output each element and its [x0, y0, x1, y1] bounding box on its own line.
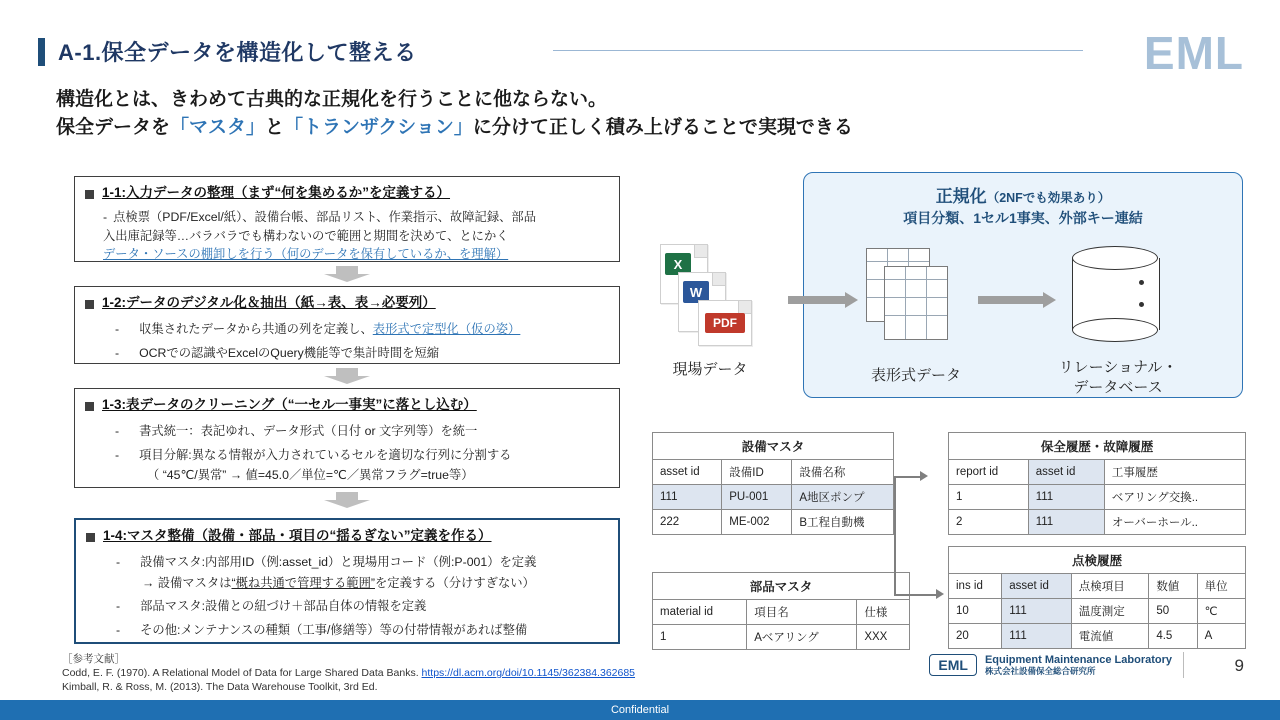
- pdf-tag: PDF: [705, 313, 745, 333]
- cell-equip-id: PU-001: [722, 485, 792, 510]
- lead-line2-transaction: 「トランザクション」: [284, 116, 473, 138]
- cell-value: 50: [1149, 599, 1197, 624]
- table-maintenance-history: [948, 432, 1246, 535]
- table-card-front: [884, 266, 948, 340]
- dash-marker: -: [115, 424, 120, 439]
- step-1-1-text-3: データ・ソースの棚卸しを行う（何のデータを保有しているか、を理解）: [103, 247, 509, 262]
- cell-ins-id: 20: [949, 624, 1002, 649]
- ref-1-text: Codd, E. F. (1970). A Relational Model of Data for Large Shared Data Banks.: [62, 667, 422, 680]
- step-box-1-4: [74, 518, 620, 644]
- step-box-1-1: [74, 176, 620, 262]
- part-master-caption: 部品マスタ: [653, 573, 910, 600]
- inspection-history-caption: 点検履歴: [949, 547, 1246, 574]
- cell-equip-id: ME-002: [722, 510, 792, 535]
- col-item-name: 項目名: [747, 600, 857, 625]
- step-1-2-text-1: 収集されたデータから共通の列を定義し、表形式で定型化（仮の姿）: [139, 322, 521, 337]
- step-1-1-line-2: [103, 227, 607, 245]
- step-1-4-head: [76, 520, 618, 547]
- footer-logo-line2: 株式会社設備保全総合研究所: [984, 665, 1096, 676]
- cell-asset-id: 111: [653, 485, 722, 510]
- confidential-label: Confidential: [610, 704, 670, 716]
- lead-line-2: [56, 114, 853, 142]
- step-1-2-line-2: [115, 344, 607, 362]
- col-equip-name: 設備名称: [792, 460, 894, 485]
- pdf-file-icon: [698, 300, 752, 346]
- cell-spec: XXX: [857, 625, 910, 650]
- cell-work-history: ベアリング交換..: [1104, 485, 1245, 510]
- ref-1-link[interactable]: https://dl.acm.org/doi/10.1145/362384.362685: [421, 667, 636, 680]
- callout-title-main: 正規化: [935, 187, 987, 206]
- cell-inspection-item: 電流値: [1071, 624, 1149, 649]
- callout-title: [803, 182, 1243, 207]
- cell-work-history: オーバーホール..: [1104, 510, 1245, 535]
- lead-line2-master: 「マスタ」: [170, 116, 266, 138]
- step-box-1-2: [74, 286, 620, 364]
- caption-field-data: 現場データ: [672, 361, 748, 378]
- col-material-id: material id: [653, 600, 747, 625]
- step-1-3-line-1: [115, 422, 607, 440]
- cell-ins-id: 10: [949, 599, 1002, 624]
- cell-value: 4.5: [1149, 624, 1197, 649]
- step-1-3-text-3: （ “45℃/異常” → 値=45.0／単位=℃／異常フラグ=true等）: [147, 468, 474, 483]
- confidential-bar: [0, 700, 1280, 720]
- col-asset-id: asset id: [1028, 460, 1104, 485]
- arrow-table-to-db: [978, 292, 1056, 308]
- table-row: [949, 624, 1246, 649]
- cell-item-name: Aベアリング: [747, 625, 857, 650]
- cell-asset-id: 111: [1028, 485, 1104, 510]
- step-1-1-body: [75, 204, 619, 271]
- lead-text: [56, 86, 853, 141]
- equipment-master-caption: 設備マスタ: [653, 433, 894, 460]
- table-row: [653, 510, 894, 535]
- step-1-1-line-3: [103, 245, 607, 263]
- step-1-4-text-1: 設備マスタ:内部用ID（例:asset_id）と現場用コード（例:P-001）を定義: [140, 555, 537, 570]
- step-1-4-text-3: 部品マスタ:設備との紐づけ＋部品自体の情報を定義: [140, 599, 427, 614]
- step-1-3-body: [75, 416, 619, 492]
- step-box-1-3: [74, 388, 620, 488]
- relation-arrow-inspection: [894, 478, 950, 608]
- callout-subtitle: 項目分類、1セル1事実、外部キー連結: [903, 210, 1143, 226]
- database-icon: [1072, 246, 1158, 342]
- step-1-4-line-2: [116, 574, 606, 592]
- ref-2: Kimball, R. & Ross, M. (2013). The Data Warehouse Toolkit, 3rd Ed.: [62, 681, 378, 694]
- col-spec: 仕様: [857, 600, 910, 625]
- cell-report-id: 2: [949, 510, 1029, 535]
- step-1-2-title: 1-2:データのデジタル化＆抽出（紙→表、表→必要列）: [102, 295, 436, 310]
- caption-rdb: [1038, 358, 1198, 399]
- step-1-4-title: 1-4:マスタ整備（設備・部品・項目の“揺るぎない”定義を作る）: [103, 528, 492, 543]
- step-1-2-highlight: 表形式で定型化（仮の姿）: [372, 322, 521, 337]
- step-1-3-text-1: 書式統一：表記ゆれ、データ形式（日付 or 文字列等）を統一: [139, 424, 478, 439]
- bullet-square-icon: [85, 402, 94, 411]
- col-work-history: 工事履歴: [1104, 460, 1245, 485]
- bullet-square-icon: [85, 190, 94, 199]
- cell-unit: A: [1197, 624, 1245, 649]
- cell-asset-id: 111: [1028, 510, 1104, 535]
- col-equip-id: 設備ID: [722, 460, 792, 485]
- page-title: A-1.保全データを構造化して整える: [58, 40, 417, 65]
- col-inspection-item: 点検項目: [1071, 574, 1149, 599]
- table-equipment-master: [652, 432, 894, 535]
- caption-rdb-line1: リレーショナル・: [1058, 359, 1178, 376]
- dash-marker: -: [115, 345, 120, 360]
- ref-1: [62, 666, 635, 680]
- step-1-4-text-4: その他:メンテナンスの種類（工事/修繕等）等の付帯情報があれば整備: [140, 622, 528, 637]
- page-number: 9: [1234, 656, 1244, 675]
- cell-material-id: 1: [653, 625, 747, 650]
- step-1-1-title: 1-1:入力データの整理（まず“何を集めるか”を定義する）: [102, 185, 451, 200]
- dash-marker: -: [103, 210, 108, 225]
- lead-line-1: 構造化とは、きわめて古典的な正規化を行うことに他ならない。: [56, 89, 608, 110]
- flow-arrow-3: [324, 492, 370, 507]
- col-report-id: report id: [949, 460, 1029, 485]
- col-asset-id: asset id: [1002, 574, 1072, 599]
- step-1-4-line-3: [116, 597, 606, 615]
- step-1-3-line-2: [115, 446, 607, 464]
- lead-line2-c: と: [265, 116, 285, 138]
- title-accent-bar: [38, 38, 45, 66]
- bullet-square-icon: [85, 300, 94, 309]
- step-1-4-body: [76, 547, 618, 647]
- dash-marker: -: [116, 555, 121, 570]
- step-1-4-line-1: [116, 553, 606, 571]
- flow-arrow-1: [324, 266, 370, 281]
- col-ins-id: ins id: [949, 574, 1002, 599]
- table-row: [949, 599, 1246, 624]
- arrow-field-to-table: [788, 292, 858, 308]
- callout-title-sub: （2NFでも効果あり）: [986, 191, 1111, 205]
- table-row: [949, 510, 1246, 535]
- step-1-1-head: [75, 177, 619, 204]
- table-inspection-history: [948, 546, 1246, 649]
- dash-marker: -: [115, 447, 120, 462]
- excel-tag: X: [665, 253, 691, 275]
- cell-inspection-item: 温度測定: [1071, 599, 1149, 624]
- flow-arrow-2: [324, 368, 370, 383]
- caption-tabular-data: 表形式データ: [870, 367, 961, 384]
- step-1-2-line-1: [115, 320, 607, 338]
- step-1-2-head: [75, 287, 619, 314]
- step-1-2-text-2: OCRでの認識やExcelのQuery機能等で集計時間を短縮: [139, 345, 440, 360]
- table-part-master: [652, 572, 910, 650]
- table-row: [949, 485, 1246, 510]
- step-1-1-text-1: 点検票（PDF/Excel/紙）、設備台帳、部品リスト、作業指示、故障記録、部品: [113, 210, 537, 225]
- step-1-1-text-2: 入出庫記録等…バラバラでも構わないので範囲と期間を決めて、とにかく: [103, 228, 509, 243]
- step-1-2-body: [75, 314, 619, 370]
- cell-unit: ℃: [1197, 599, 1245, 624]
- step-1-3-title: 1-3:表データのクリーニング（“一セル一事実”に落とし込む）: [102, 397, 477, 412]
- lead-line2-a: 保全データを: [56, 116, 171, 138]
- eml-logo: EML: [1143, 27, 1244, 79]
- col-value: 数値: [1149, 574, 1197, 599]
- refs-title: ［参考文献］: [62, 653, 125, 665]
- dash-marker: -: [115, 322, 120, 337]
- cell-equip-name: B工程自動機: [792, 510, 894, 535]
- cell-asset-id: 222: [653, 510, 722, 535]
- caption-rdb-line2: データベース: [1073, 379, 1163, 397]
- cell-report-id: 1: [949, 485, 1029, 510]
- cell-asset-id: 111: [1002, 599, 1072, 624]
- table-row: [653, 485, 894, 510]
- step-1-3-head: [75, 389, 619, 416]
- bullet-square-icon: [86, 533, 95, 542]
- col-asset-id: asset id: [653, 460, 722, 485]
- footer-logo: [929, 654, 1172, 676]
- title-divider: [553, 50, 1083, 51]
- word-tag: W: [683, 281, 709, 303]
- cell-asset-id: 111: [1002, 624, 1072, 649]
- dash-marker: -: [116, 599, 121, 614]
- dash-marker: -: [116, 622, 121, 637]
- col-unit: 単位: [1197, 574, 1245, 599]
- footer-logo-badge: EML: [929, 654, 977, 676]
- step-1-3-line-3: [115, 466, 607, 484]
- lead-line2-e: に分けて正しく積み上げることで実現できる: [472, 116, 853, 138]
- cell-equip-name: A地区ポンプ: [792, 485, 894, 510]
- footer-logo-line1: Equipment Maintenance Laboratory: [984, 654, 1172, 666]
- step-1-4-text-2: → 設備マスタは“概ね共通で管理する範囲”を定義する（分けすぎない）: [142, 575, 535, 590]
- step-1-3-text-2: 項目分解:異なる情報が入力されているセルを適切な行列に分割する: [139, 447, 512, 462]
- references: [62, 652, 635, 695]
- step-1-1-line-1: [103, 208, 607, 226]
- table-row: [653, 625, 910, 650]
- step-1-4-line-4: [116, 621, 606, 639]
- footer-divider: [1183, 652, 1184, 678]
- maintenance-history-caption: 保全履歴・故障履歴: [949, 433, 1246, 460]
